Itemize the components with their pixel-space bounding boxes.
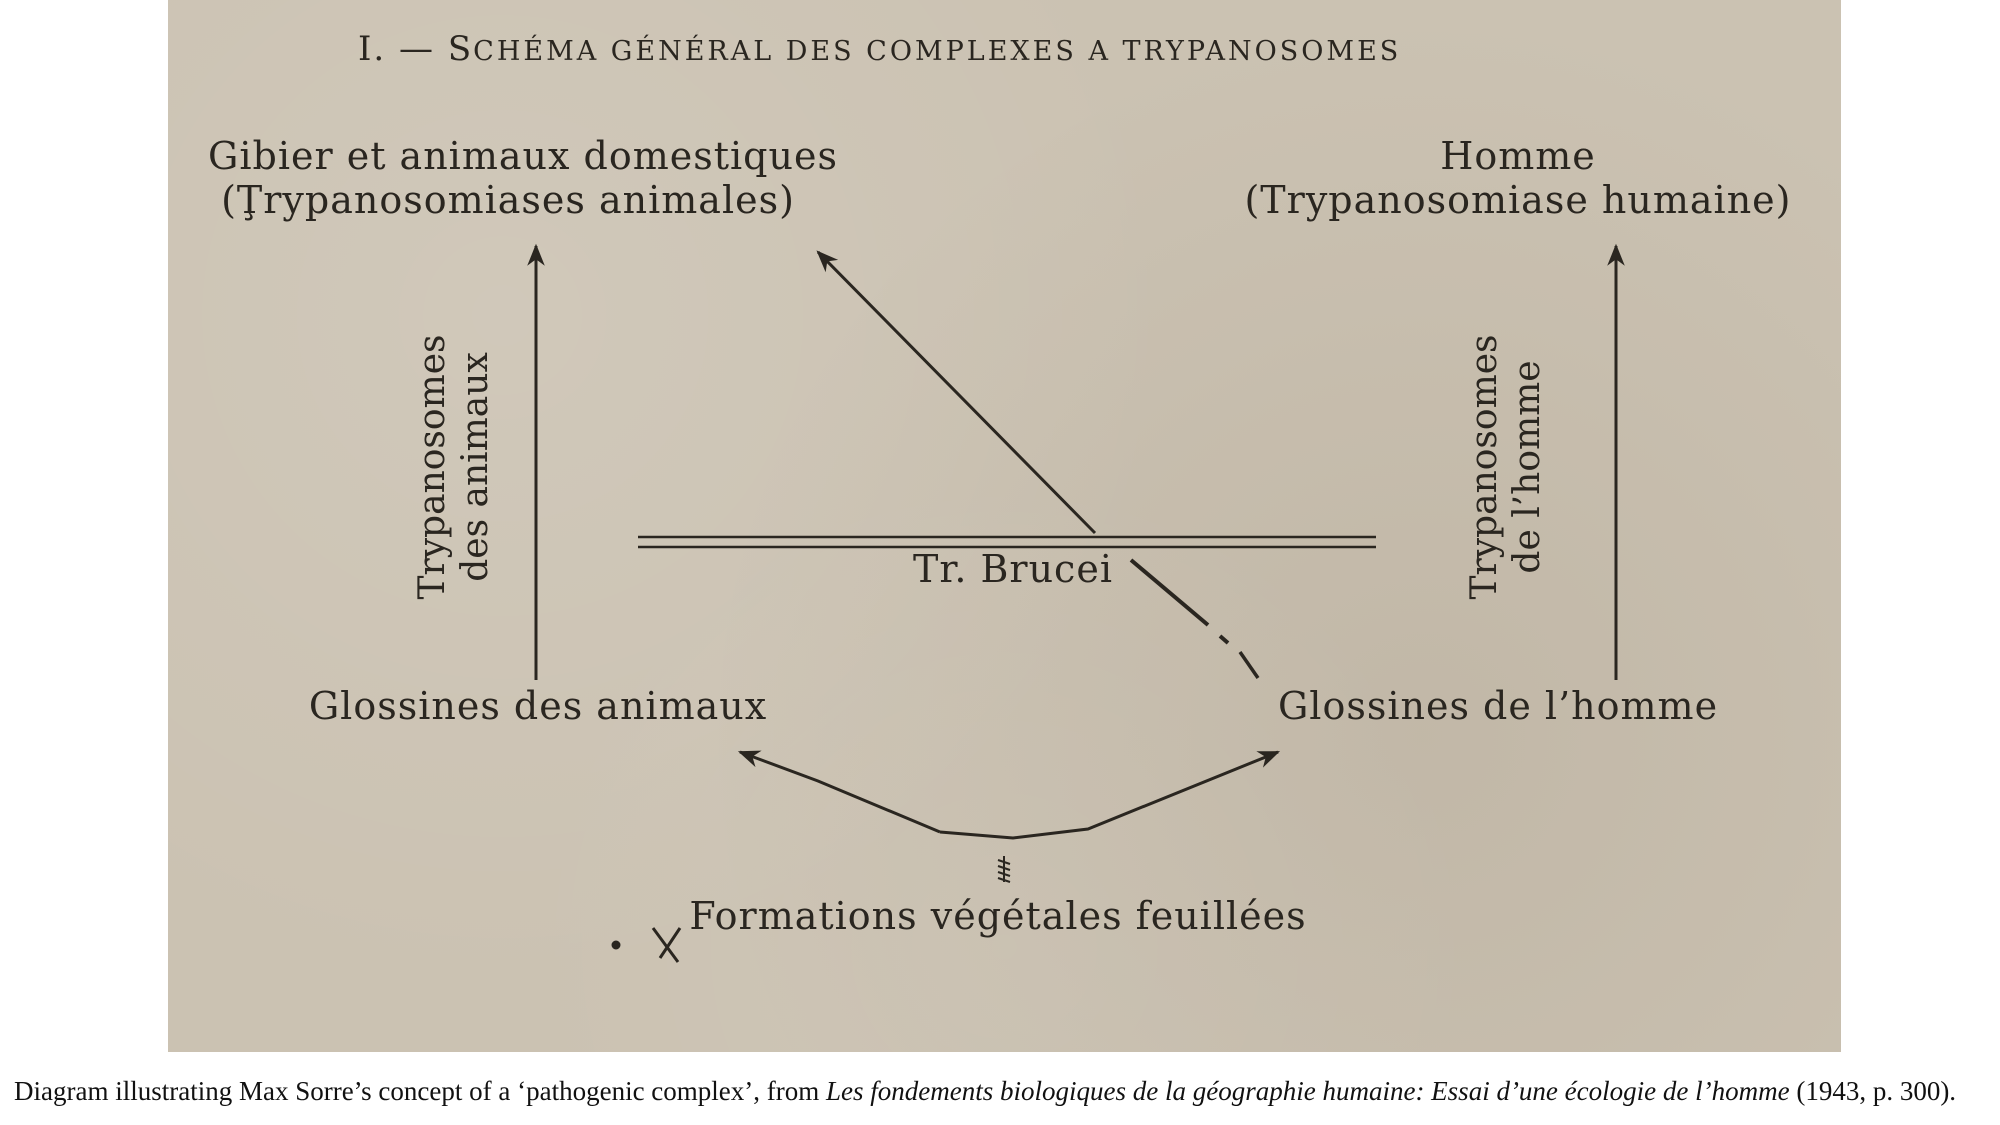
node-leafy-vegetation-label: Formations végétales feuillées [689,894,1307,938]
caption-book-title: Les fondements biologiques de la géographie humaine: Essai d’une écologie de l’homme [826,1076,1790,1106]
vertical-label-right [1463,317,1553,617]
vertical-label-left-line1: Trypanosomes [412,334,453,600]
diagram-title-rest: CHÉMA GÉNÉRAL DES COMPLEXES A TRYPANOSOMES [473,36,1402,67]
caption-prefix: Diagram illustrating Max Sorre’s concept of a ‘pathogenic complex’, from [14,1076,827,1106]
caption-suffix: (1943, p. 300). [1789,1076,1957,1106]
node-tr-brucei [858,548,1168,592]
node-leafy-vegetation [668,895,1328,939]
figure-caption [14,1076,1994,1107]
node-glossines-man-label: Glossines de l’homme [1277,684,1719,728]
node-glossines-animals [258,685,818,729]
arrow-diagonal-lower-3 [1240,652,1258,678]
node-man [1228,135,1808,222]
arrow-to-glossines-man [940,752,1278,838]
node-game-animals-line2: (Ţrypanosomiases animales) [221,177,795,222]
diagram-title [358,30,1401,69]
node-glossines-man [1248,685,1748,729]
diagram-title-numeral: I. — S [358,29,474,69]
junction-hatch-mark [998,856,1010,882]
node-game-animals [208,134,838,222]
arrow-diagonal-lower-2 [1220,636,1228,643]
node-man-line1: Homme [1440,134,1596,178]
node-glossines-animals-label: Glossines des animaux [308,684,768,728]
node-man-line2: (Trypanosomiase humaine) [1244,177,1792,222]
node-tr-brucei-label: Tr. Brucei [913,547,1113,591]
arrow-to-glossines-animals [740,752,940,832]
arrow-diagonal-upper [818,252,1095,533]
node-game-animals-line1: Gibier et animaux domestiques [208,134,838,178]
vertical-label-left [411,317,501,617]
vertical-label-right-line2: de l’homme [1507,360,1549,574]
diagram-plate [168,0,1841,1052]
vertical-label-right-line1: Trypanosomes [1464,334,1505,600]
vertical-label-left-line2: des animaux [455,352,497,582]
